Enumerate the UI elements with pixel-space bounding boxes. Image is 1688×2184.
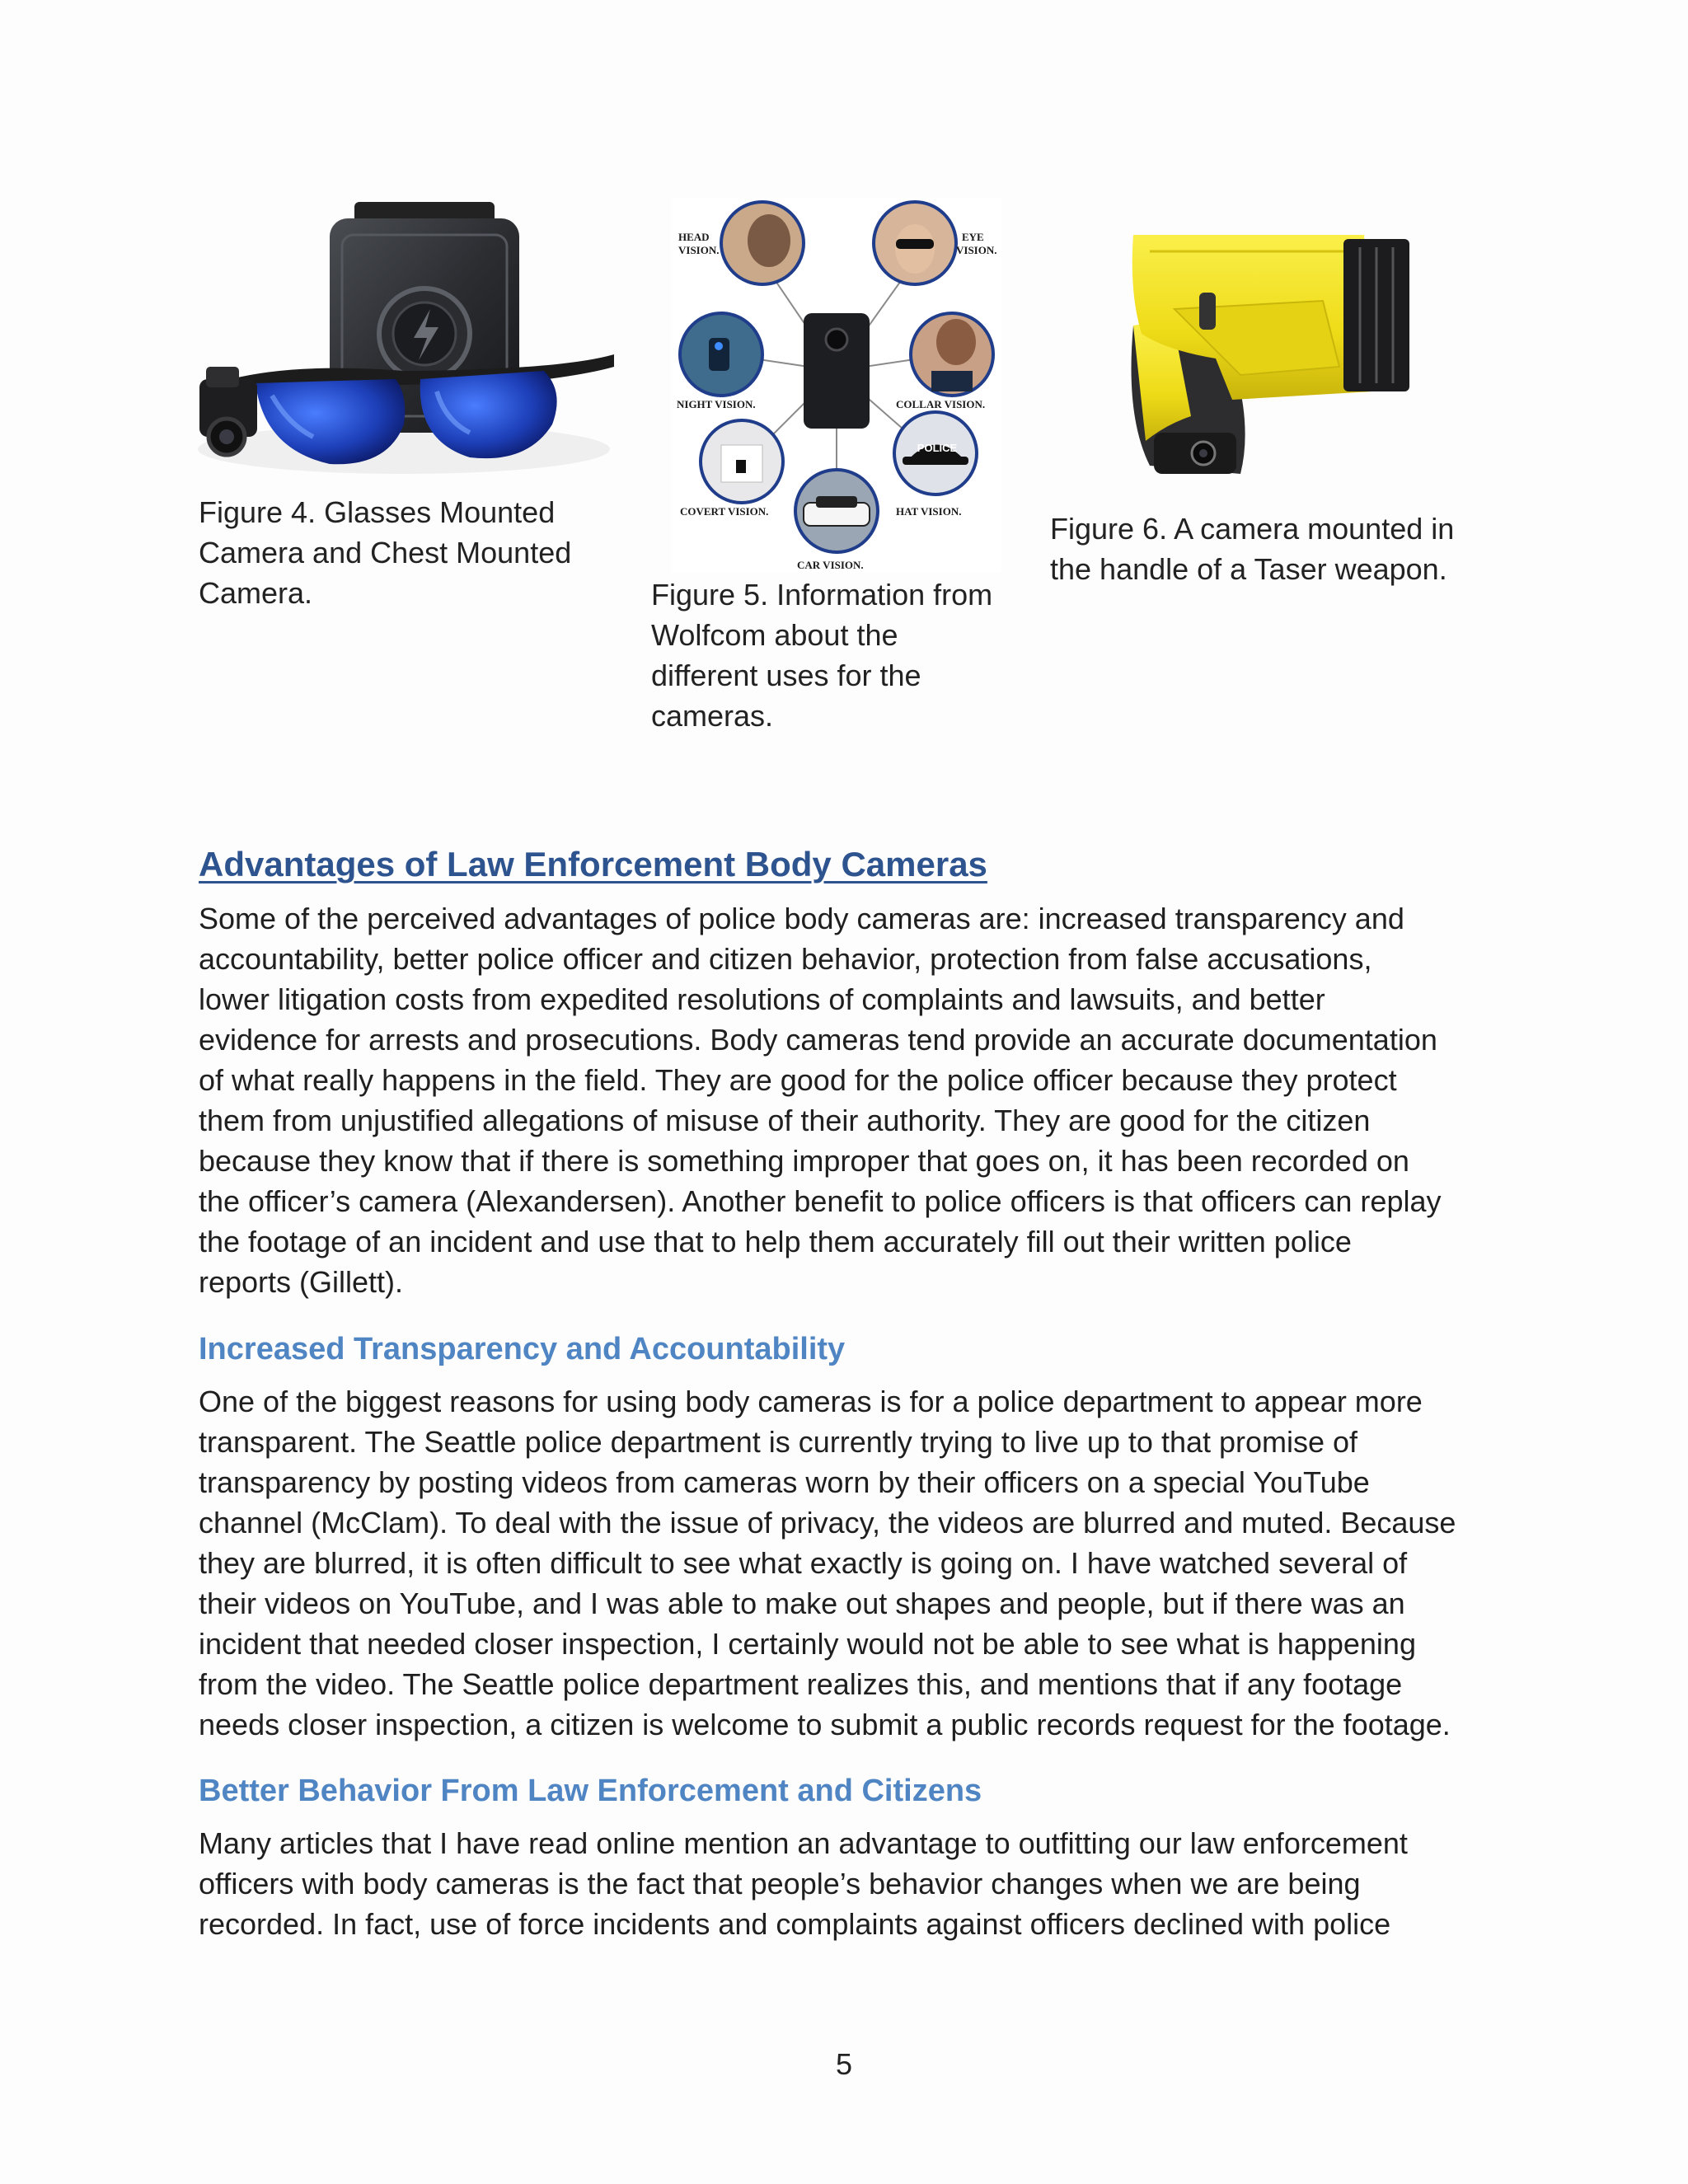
paragraph-transparency xyxy=(199,1381,1517,1745)
caption-line: Camera and Chest Mounted xyxy=(199,536,572,569)
text-line: the officer’s camera (Alexandersen). Another benefit to police officers is that officers can replay xyxy=(199,1184,1442,1218)
figure-6-image xyxy=(1117,227,1422,482)
caption-line: Camera. xyxy=(199,576,313,610)
section-heading-advantages: Advantages of Law Enforcement Body Cameras xyxy=(199,845,987,883)
text-line: transparent. The Seattle police department is currently trying to live up to that promise of xyxy=(199,1425,1358,1459)
text-line: reports (Gillett). xyxy=(199,1265,404,1299)
figure-4-caption xyxy=(199,492,571,613)
body-camera-glasses-icon xyxy=(198,202,618,474)
page-number: 5 xyxy=(835,2047,853,2081)
caption-line: Figure 5. Information from xyxy=(651,578,993,612)
caption-line: Wolfcom about the xyxy=(651,618,898,652)
text-line: their videos on YouTube, and I was able to make out shapes and people, but if there was an xyxy=(199,1586,1405,1620)
text-line: Many articles that I have read online mention an advantage to outfitting our law enforcement xyxy=(199,1826,1408,1860)
text-line: the footage of an incident and use that to help them accurately fill out their written police xyxy=(199,1225,1352,1258)
caption-line: Figure 4. Glasses Mounted xyxy=(199,495,556,529)
eye-vision-label: EYE xyxy=(962,231,984,243)
covert-vision-label: COVERT VISION. xyxy=(680,505,769,518)
collar-vision-label: COLLAR VISION. xyxy=(896,398,986,410)
section-heading-behavior: Better Behavior From Law Enforcement and Citizens xyxy=(199,1774,982,1808)
text-line: they are blurred, it is often difficult to see what exactly is going on. I have watched several of xyxy=(199,1546,1408,1580)
hat-vision-label: HAT VISION. xyxy=(896,505,962,518)
car-vision-label: CAR VISION. xyxy=(797,559,864,571)
text-line: channel (McClam). To deal with the issue of privacy, the videos are blurred and muted. Because xyxy=(199,1506,1456,1540)
paragraph-advantages xyxy=(199,898,1517,1302)
eye-vision-label: VISION. xyxy=(956,244,997,256)
text-line: evidence for arrests and prosecutions. Body cameras tend provide an accurate documentation xyxy=(199,1023,1437,1057)
text-line: officers with body cameras is the fact that people’s behavior changes when we are being xyxy=(199,1867,1361,1900)
text-line: Some of the perceived advantages of police body cameras are: increased transparency and xyxy=(199,902,1404,935)
caption-line: different uses for the xyxy=(651,658,921,692)
caption-line: the handle of a Taser weapon. xyxy=(1050,552,1447,586)
wolfcom-infographic xyxy=(672,198,1001,573)
figure-4-image xyxy=(198,202,618,474)
head-vision-label: VISION. xyxy=(678,244,720,256)
text-line: from the video. The Seattle police department realizes this, and mentions that if any footage xyxy=(199,1667,1403,1701)
caption-line: Figure 6. A camera mounted in xyxy=(1050,512,1455,546)
text-line: because they know that if there is something improper that goes on, it has been recorded on xyxy=(199,1144,1409,1178)
hat-label: POLICE xyxy=(917,442,958,454)
figure-5-caption xyxy=(651,574,992,736)
paragraph-behavior xyxy=(199,1823,1517,1944)
caption-line: cameras. xyxy=(651,699,774,733)
text-line: recorded. In fact, use of force incidents and complaints against officers declined with police xyxy=(199,1907,1391,1941)
text-line: incident that needed closer inspection, I certainly would not be able to see what is happening xyxy=(199,1627,1416,1661)
text-line: accountability, better police officer and citizen behavior, protection from false accusations, xyxy=(199,942,1372,976)
taser-icon xyxy=(1117,227,1422,482)
text-line: needs closer inspection, a citizen is welcome to submit a public records request for the footage. xyxy=(199,1708,1451,1741)
section-heading-transparency: Increased Transparency and Accountability xyxy=(199,1332,846,1366)
text-line: them from unjustified allegations of misuse of their authority. They are good for the citizen xyxy=(199,1104,1371,1137)
text-line: One of the biggest reasons for using body cameras is for a police department to appear more xyxy=(199,1385,1423,1418)
text-line: transparency by posting videos from cameras worn by their officers on a special YouTube xyxy=(199,1465,1370,1499)
figure-5-image xyxy=(672,198,1001,573)
text-line: lower litigation costs from expedited resolutions of complaints and lawsuits, and better xyxy=(199,982,1325,1016)
text-line: of what really happens in the field. They are good for the police officer because they protect xyxy=(199,1063,1397,1097)
figure-6-caption xyxy=(1050,509,1454,589)
night-vision-label: NIGHT VISION. xyxy=(677,398,756,410)
head-vision-label: HEAD xyxy=(678,231,710,243)
